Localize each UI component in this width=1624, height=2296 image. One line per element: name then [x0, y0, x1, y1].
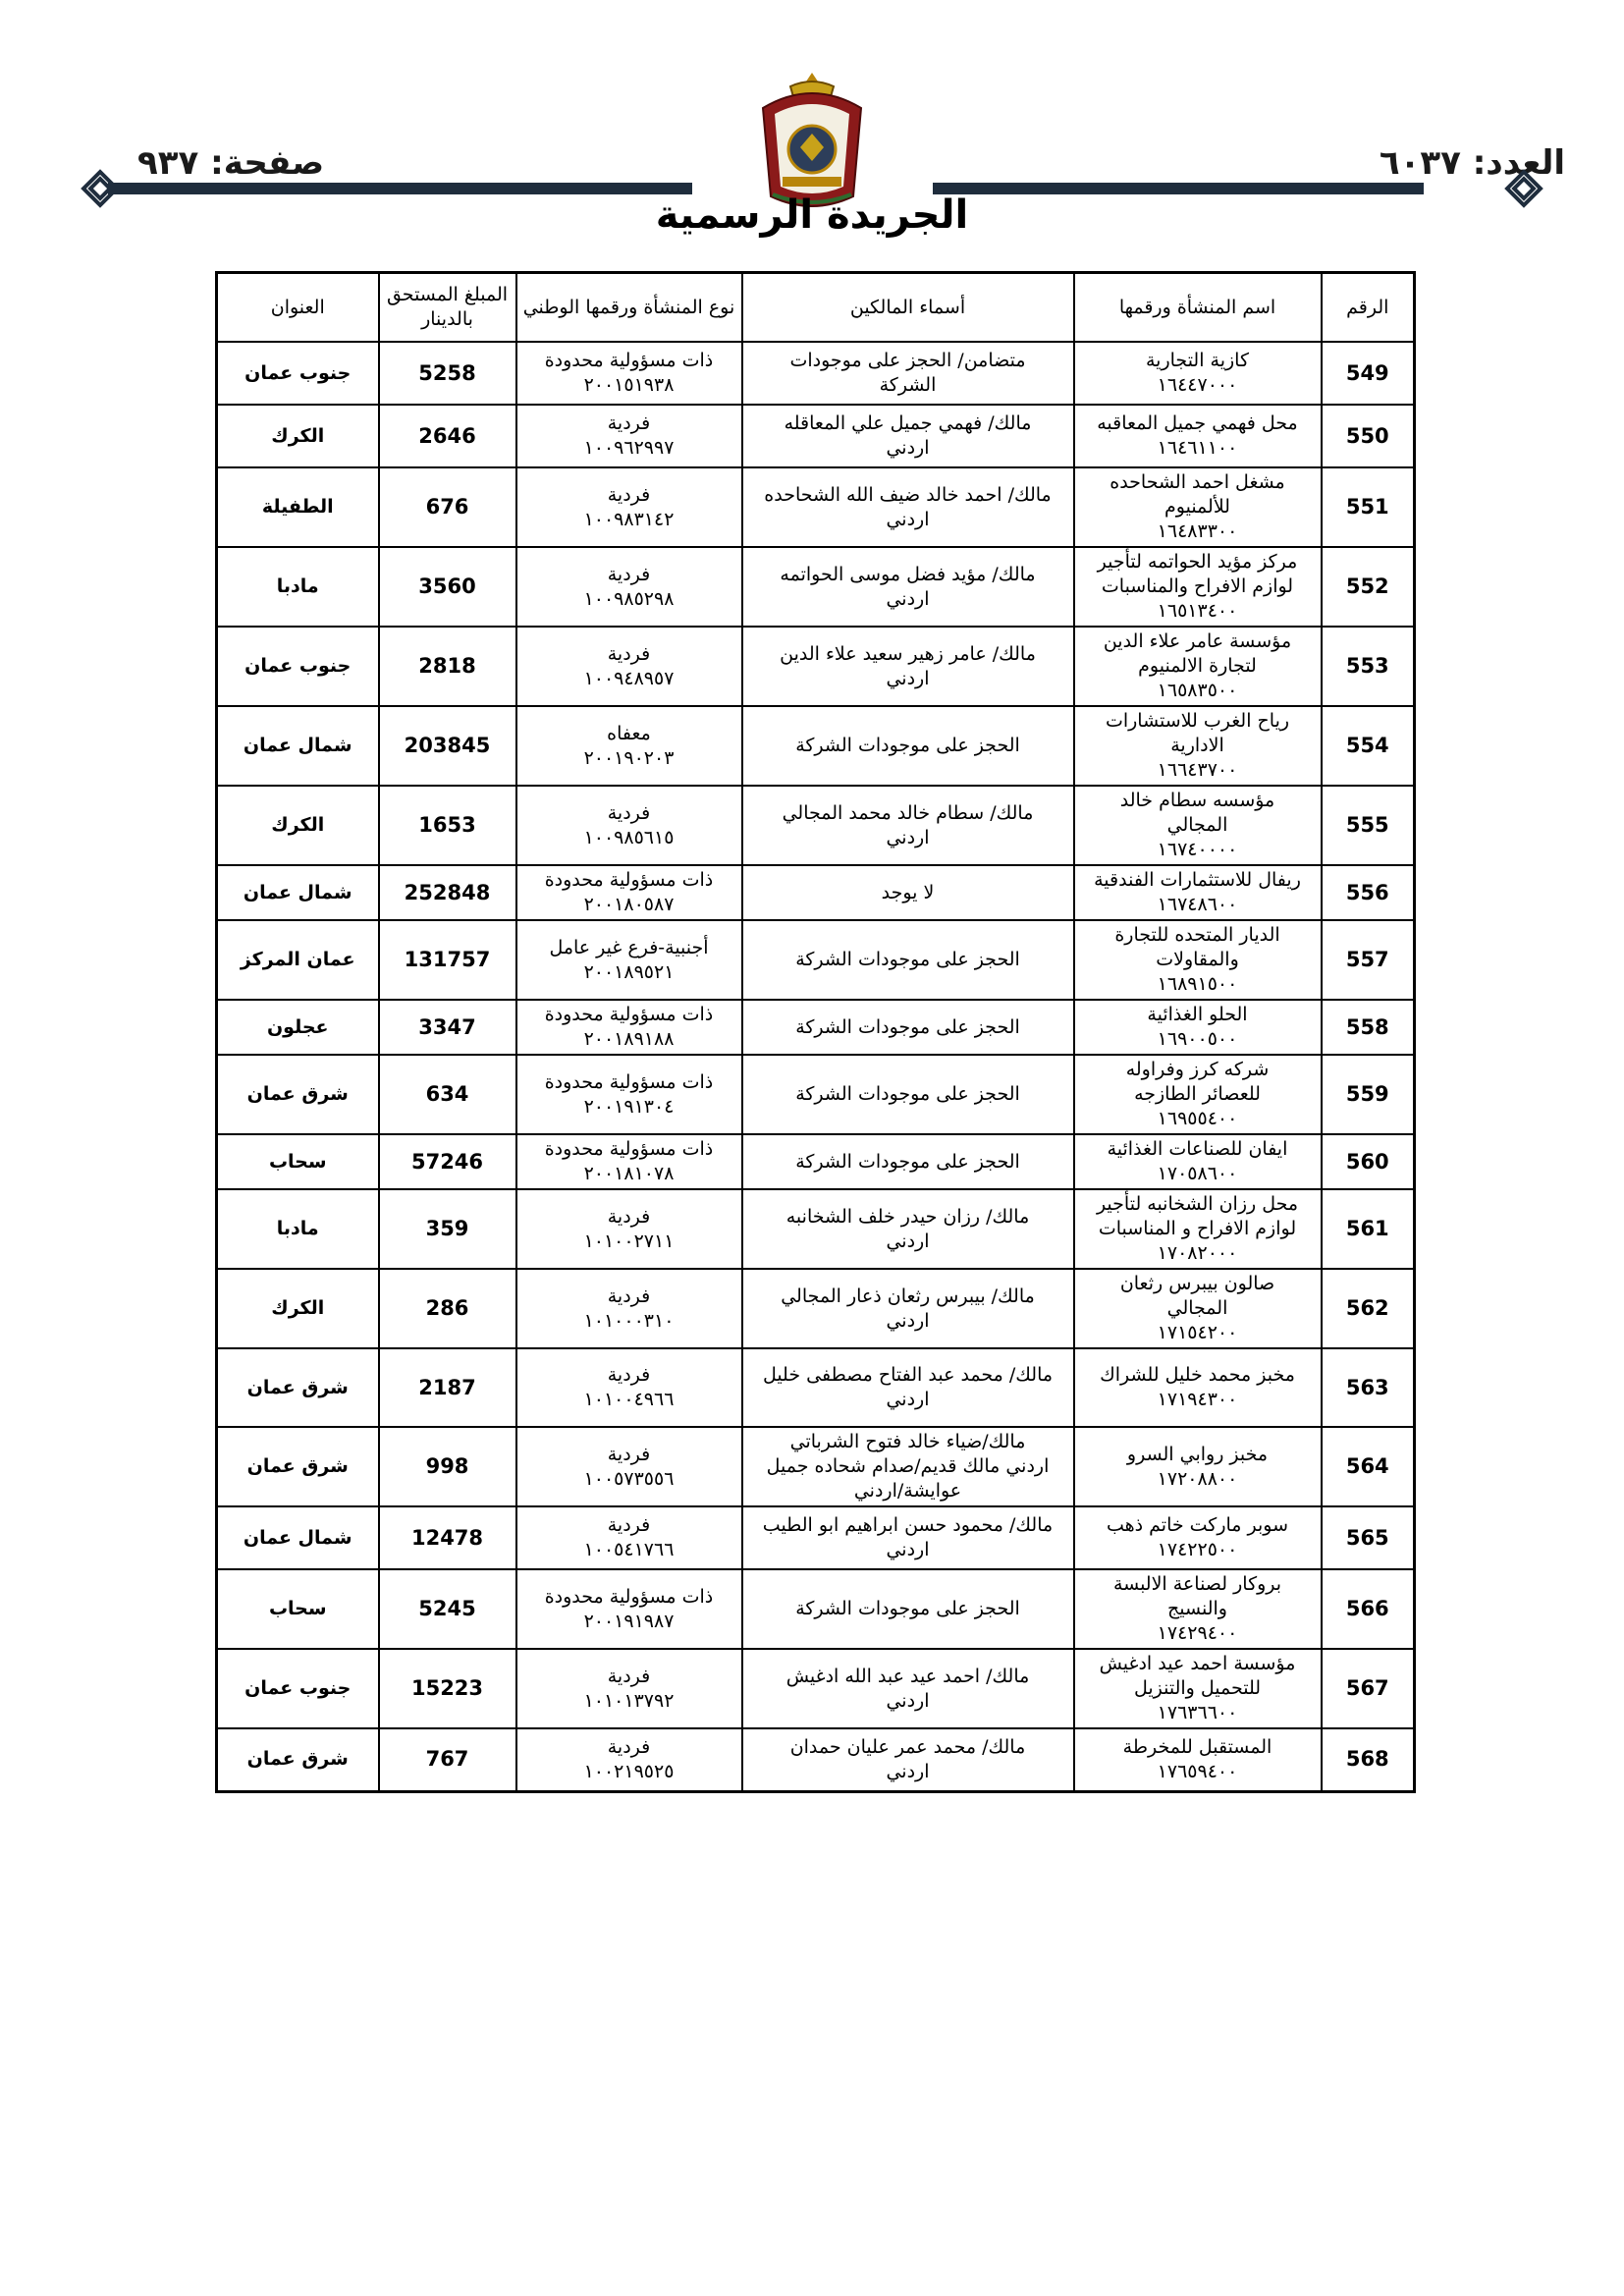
owners-cell-line: اردني مالك قديم/صدام شحاده جميل [766, 1455, 1050, 1477]
owners-cell-line: اردني [886, 1389, 930, 1410]
owners-cell-line: اردني [886, 1309, 930, 1332]
establishment-cell-line: ١٧٦٥٩٤٠٠ [1157, 1760, 1238, 1782]
row-number: 559 [1322, 1055, 1415, 1134]
type-cell-line: ذات مسؤولية محدودة [544, 1004, 714, 1025]
type-cell [516, 1427, 742, 1506]
address-cell: سحاب [217, 1134, 379, 1189]
address-cell: مادبا [217, 1189, 379, 1269]
establishment-cell-line: محل فهمي جميل المعاقبه [1097, 412, 1298, 434]
type-cell [516, 1189, 742, 1269]
owners-cell-line: اردني [886, 1230, 930, 1252]
address-cell: الكرك [217, 405, 379, 467]
owners-cell-line: مالك/ محمد عمر عليان حمدان [789, 1735, 1026, 1758]
row-number: 568 [1322, 1728, 1415, 1791]
address-cell: شرق عمان [217, 1728, 379, 1791]
amount-cell: 767 [379, 1728, 516, 1791]
establishment-cell [1074, 1134, 1322, 1189]
owners-cell-line: مالك/ضياء خالد فتوح الشرباتي [789, 1431, 1026, 1452]
address-cell: شرق عمان [217, 1055, 379, 1134]
owners-cell-line: مالك/ محمود حسن ابراهيم ابو الطيب [762, 1514, 1054, 1536]
establishment-cell-line: لتجارة الالمنيوم [1138, 655, 1257, 677]
establishment-cell-line: للعصائر الطازجه [1134, 1083, 1261, 1105]
establishment-cell-line: المجالي [1166, 814, 1228, 836]
establishment-cell-line: لوازم الافراح و المناسبات [1098, 1218, 1297, 1239]
establishment-cell [1074, 1055, 1322, 1134]
amount-cell: 3347 [379, 1000, 516, 1055]
amount-cell: 676 [379, 467, 516, 547]
address-cell: شمال عمان [217, 1506, 379, 1569]
establishment-cell-line: مؤسسة احمد عيد ادغيش [1099, 1653, 1296, 1674]
address-cell: شرق عمان [217, 1348, 379, 1427]
establishment-cell-line: مؤسسة عامر علاء الدين [1103, 630, 1292, 652]
establishment-cell-line: مشغل احمد الشحاحده [1110, 471, 1285, 493]
address-cell: الطفيلة [217, 467, 379, 547]
establishment-cell [1074, 1649, 1322, 1728]
establishment-cell-line: ١٧٠٥٨٦٠٠ [1157, 1163, 1238, 1184]
address-cell: عجلون [217, 1000, 379, 1055]
establishment-cell-line: المستقبل للمخرطة [1122, 1735, 1272, 1758]
type-cell-line: فردية [607, 1205, 651, 1228]
address-cell: جنوب عمان [217, 1649, 379, 1728]
type-cell [516, 1569, 742, 1649]
type-cell-line: ٢٠٠١٩٠٢٠٣ [583, 746, 675, 769]
amount-cell: 2818 [379, 627, 516, 706]
establishment-cell-line: والنسيج [1167, 1598, 1227, 1619]
address-cell: الكرك [217, 786, 379, 865]
owners-cell-line: مالك/ احمد عيد عبد الله ادغيش [785, 1665, 1030, 1687]
amount-cell: 634 [379, 1055, 516, 1134]
establishment-cell-line: لوازم الافراح والمناسبات [1101, 575, 1294, 597]
table-row [217, 1569, 1415, 1649]
type-cell [516, 627, 742, 706]
type-cell [516, 405, 742, 467]
owners-cell-line: الحجز على موجودات الشركة [795, 1150, 1020, 1173]
owners-cell [742, 1134, 1074, 1189]
row-number: 555 [1322, 786, 1415, 865]
amount-cell: 5245 [379, 1569, 516, 1649]
table-row [217, 627, 1415, 706]
type-cell-line: ذات مسؤولية محدودة [544, 1585, 714, 1608]
table-row [217, 1506, 1415, 1569]
row-number: 567 [1322, 1649, 1415, 1728]
amount-cell: 3560 [379, 547, 516, 627]
establishment-cell-line: للتحميل والتنزيل [1133, 1677, 1262, 1699]
owners-cell-line: الحجز على موجودات الشركة [795, 1598, 1020, 1619]
table-row [217, 1000, 1415, 1055]
establishment-cell [1074, 405, 1322, 467]
type-cell-line: فردية [607, 1285, 651, 1307]
owners-cell [742, 1189, 1074, 1269]
establishment-cell-line: مركز مؤيد الحواتمه لتأجير [1097, 551, 1298, 573]
establishment-cell-line: مخبز محمد خليل للشراك [1100, 1364, 1295, 1386]
owners-cell-line: الحجز على موجودات الشركة [795, 1083, 1020, 1105]
table-row [217, 1348, 1415, 1427]
owners-cell [742, 1055, 1074, 1134]
owners-cell-line: الشركة [879, 374, 937, 396]
amount-cell: 131757 [379, 920, 516, 1000]
type-cell [516, 1649, 742, 1728]
owners-cell [742, 786, 1074, 865]
establishment-cell-line: ريفال للاستثمارات الفندقية [1094, 869, 1301, 891]
type-cell [516, 1269, 742, 1348]
establishment-cell-line: ١٧١٩٤٣٠٠ [1157, 1389, 1238, 1410]
type-cell-line: فردية [607, 1443, 651, 1465]
owners-cell-line: الحجز على موجودات الشركة [795, 1015, 1020, 1038]
table-row [217, 1055, 1415, 1134]
type-cell-line: ذات مسؤولية محدودة [544, 350, 714, 371]
row-number: 557 [1322, 920, 1415, 1000]
gazette-title: الجريدة الرسمية [655, 192, 969, 238]
row-number: 560 [1322, 1134, 1415, 1189]
establishment-cell-line: ١٧٢٠٨٨٠٠ [1157, 1467, 1238, 1490]
type-cell-line: فردية [607, 412, 651, 434]
establishment-cell [1074, 1348, 1322, 1427]
page-header [0, 0, 1624, 265]
type-cell [516, 865, 742, 920]
table-row [217, 1427, 1415, 1506]
type-cell [516, 920, 742, 1000]
address-cell: شرق عمان [217, 1427, 379, 1506]
owners-cell [742, 1348, 1074, 1427]
owners-cell [742, 865, 1074, 920]
owners-cell [742, 547, 1074, 627]
establishment-cell-line: ١٧٦٣٦٦٠٠ [1157, 1702, 1238, 1723]
type-cell-line: فردية [607, 1514, 651, 1536]
establishment-cell-line: ١٦٩٠٠٥٠٠ [1157, 1028, 1238, 1050]
type-cell [516, 1000, 742, 1055]
establishment-cell-line: ١٦٧٤٨٦٠٠ [1157, 894, 1238, 915]
establishment-cell [1074, 1427, 1322, 1506]
table-row [217, 467, 1415, 547]
establishment-cell-line: مؤسسه سطام خالد [1119, 790, 1275, 811]
owners-cell [742, 1427, 1074, 1506]
owners-cell-line: متضامن/ الحجز على موجودات [789, 350, 1026, 371]
row-number: 563 [1322, 1348, 1415, 1427]
address-cell: عمان المركز [217, 920, 379, 1000]
table-row [217, 786, 1415, 865]
owners-cell [742, 1269, 1074, 1348]
table-body [217, 342, 1415, 1791]
col-header-address: العنوان [217, 273, 379, 343]
type-cell [516, 1728, 742, 1791]
establishment-cell-line: الديار المتحده للتجارة [1114, 924, 1280, 946]
type-cell-line: فردية [607, 1364, 651, 1386]
type-cell-line: ١٠٠٩٤٨٩٥٧ [583, 667, 675, 689]
type-cell-line: أجنبية-فرع غير عامل [549, 936, 709, 958]
owners-cell [742, 1649, 1074, 1728]
owners-cell-line: اردني [886, 826, 930, 848]
issue-number: العدد: ٦٠٣٧ [1379, 143, 1565, 183]
col-header-establishment: اسم المنشأة ورقمها [1074, 273, 1322, 343]
amount-cell: 286 [379, 1269, 516, 1348]
owners-cell [742, 706, 1074, 786]
row-number: 554 [1322, 706, 1415, 786]
establishment-cell [1074, 467, 1322, 547]
owners-cell-line: مالك/ فهمي جميل علي المعاقله [784, 412, 1032, 434]
establishment-cell-line: شركه كرز وفراوله [1125, 1059, 1270, 1080]
establishment-cell-line: بروكار لصناعة الالبسة [1112, 1573, 1282, 1595]
table-header-row [217, 273, 1415, 343]
owners-cell-line: مالك/ سطام خالد محمد المجالي [782, 801, 1034, 824]
amount-cell: 12478 [379, 1506, 516, 1569]
establishment-cell-line: للألمنيوم [1164, 496, 1230, 518]
type-cell-line: ١٠٠٩٨٥٢٩٨ [583, 587, 675, 610]
establishment-cell-line: كازية التجارية [1145, 350, 1250, 371]
type-cell [516, 547, 742, 627]
row-number: 564 [1322, 1427, 1415, 1506]
type-cell-line: معفاه [607, 722, 651, 744]
establishment-cell [1074, 547, 1322, 627]
type-cell-line: ٢٠٠١٨٩٥٢١ [583, 960, 675, 983]
table-row [217, 547, 1415, 627]
type-cell [516, 706, 742, 786]
establishment-cell-line: الادارية [1170, 735, 1224, 756]
establishment-cell-line: سوبر ماركت خاتم ذهب [1106, 1514, 1289, 1536]
establishment-cell-line: ١٦٧٤٠٠٠٠ [1157, 839, 1238, 860]
establishment-cell [1074, 920, 1322, 1000]
type-cell-line: ٢٠٠١٨١٠٧٨ [583, 1163, 675, 1184]
owners-cell-line: لا يوجد [881, 881, 935, 903]
col-header-number: الرقم [1322, 273, 1415, 343]
owners-cell-line: اردني [886, 1689, 930, 1712]
amount-cell: 5258 [379, 342, 516, 405]
type-cell-line: فردية [607, 801, 651, 824]
type-cell-line: ١٠٠٥٤١٧٦٦ [583, 1539, 675, 1560]
owners-cell-line: اردني [886, 508, 930, 530]
establishment-cell-line: ١٧٠٨٢٠٠٠ [1157, 1242, 1238, 1264]
type-cell [516, 1348, 742, 1427]
address-cell: سحاب [217, 1569, 379, 1649]
address-cell: الكرك [217, 1269, 379, 1348]
owners-cell-line: مالك/ احمد خالد ضيف الله الشحاحده [764, 483, 1052, 506]
establishment-cell-line: ١٦٨٩١٥٠٠ [1157, 973, 1238, 995]
row-number: 553 [1322, 627, 1415, 706]
col-header-owners: أسماء المالكين [742, 273, 1074, 343]
establishment-cell-line: والمقاولات [1156, 949, 1239, 970]
establishment-cell [1074, 1569, 1322, 1649]
establishment-cell-line: المجالي [1166, 1297, 1228, 1319]
owners-cell-line: اردني [886, 1539, 930, 1560]
type-cell-line: ٢٠٠١٥١٩٣٨ [583, 374, 675, 396]
table-row [217, 1728, 1415, 1791]
table-row [217, 706, 1415, 786]
owners-cell [742, 627, 1074, 706]
type-cell-line: ٢٠٠١٨٩١٨٨ [583, 1028, 675, 1050]
owners-cell-line: مالك/ بيبرس رثعان ذعار المجالي [781, 1285, 1035, 1307]
type-cell-line: ذات مسؤولية محدودة [544, 1070, 714, 1093]
establishment-cell [1074, 865, 1322, 920]
type-cell [516, 342, 742, 405]
type-cell-line: فردية [607, 1665, 651, 1687]
address-cell: جنوب عمان [217, 342, 379, 405]
establishment-cell [1074, 786, 1322, 865]
type-cell [516, 786, 742, 865]
owners-cell-line: مالك/ رزان حيدر خلف الشخانبه [785, 1205, 1030, 1228]
gazette-table [215, 271, 1416, 1793]
amount-cell: 2187 [379, 1348, 516, 1427]
type-cell-line: ١٠٠٩٨٣١٤٢ [583, 508, 675, 530]
type-cell-line: ١٠٠٩٨٥٦١٥ [583, 826, 675, 848]
row-number: 558 [1322, 1000, 1415, 1055]
establishment-cell-line: محل رزان الشخانبه لتأجير [1096, 1193, 1299, 1215]
establishment-cell-line: ايفان للصناعات الغذائية [1107, 1138, 1288, 1160]
row-number: 551 [1322, 467, 1415, 547]
type-cell-line: ١٠٠٥٧٣٥٥٦ [583, 1467, 675, 1490]
establishment-cell-line: رياح الغرب للاستشارات [1105, 710, 1290, 732]
establishment-cell [1074, 706, 1322, 786]
type-cell-line: ذات مسؤولية محدودة [544, 1138, 714, 1160]
type-cell-line: ٢٠٠١٩١٩٨٧ [583, 1610, 675, 1632]
type-cell-line: ١٠١٠١٣٧٩٢ [583, 1689, 675, 1712]
establishment-cell [1074, 627, 1322, 706]
establishment-cell-line: ١٦٥٨٣٥٠٠ [1157, 680, 1238, 701]
owners-cell-line: اردني [886, 1760, 930, 1782]
establishment-cell [1074, 342, 1322, 405]
establishment-cell-line: مخبز روابي السرو [1126, 1443, 1269, 1465]
col-header-type: نوع المنشأة ورقمها الوطني [516, 273, 742, 343]
establishment-cell-line: ١٦٤٤٧٠٠٠ [1157, 374, 1238, 396]
table-row [217, 1649, 1415, 1728]
row-number: 556 [1322, 865, 1415, 920]
table-row [217, 865, 1415, 920]
owners-cell-line: الحجز على موجودات الشركة [795, 735, 1020, 756]
establishment-cell [1074, 1728, 1322, 1791]
type-cell-line: ١٠١٠٠٤٩٦٦ [583, 1389, 675, 1410]
establishment-cell-line: ١٦٤٦١١٠٠ [1157, 437, 1238, 459]
amount-cell: 15223 [379, 1649, 516, 1728]
owners-cell [742, 1569, 1074, 1649]
amount-cell: 359 [379, 1189, 516, 1269]
row-number: 565 [1322, 1506, 1415, 1569]
establishment-cell-line: ١٦٥١٣٤٠٠ [1157, 600, 1238, 622]
amount-cell: 252848 [379, 865, 516, 920]
type-cell [516, 1134, 742, 1189]
owners-cell [742, 1000, 1074, 1055]
owners-cell [742, 405, 1074, 467]
page-number: صفحة: ٩٣٧ [137, 143, 325, 183]
establishment-cell [1074, 1000, 1322, 1055]
establishment-cell-line: ١٧١٥٤٢٠٠ [1157, 1322, 1238, 1343]
row-number: 550 [1322, 405, 1415, 467]
owners-cell-line: مالك/ مؤيد فضل موسى الحواتمه [780, 563, 1036, 585]
table-row [217, 1189, 1415, 1269]
establishment-cell [1074, 1189, 1322, 1269]
owners-cell-line: مالك/ محمد عبد الفتاح مصطفى خليل [762, 1364, 1054, 1386]
type-cell-line: فردية [607, 483, 651, 506]
establishment-cell [1074, 1269, 1322, 1348]
amount-cell: 2646 [379, 405, 516, 467]
table-row [217, 405, 1415, 467]
type-cell-line: ١٠٠٩٦٢٩٩٧ [583, 437, 675, 459]
owners-cell-line: الحجز على موجودات الشركة [795, 949, 1020, 970]
type-cell [516, 467, 742, 547]
owners-cell [742, 467, 1074, 547]
establishment-cell-line: ١٧٤٢٢٥٠٠ [1157, 1539, 1238, 1560]
type-cell-line: فردية [607, 642, 651, 665]
row-number: 561 [1322, 1189, 1415, 1269]
owners-cell-line: مالك/ عامر زهير سعيد علاء الدين [780, 642, 1036, 665]
type-cell-line: ٢٠٠١٩١٣٠٤ [583, 1095, 675, 1118]
establishment-cell [1074, 1506, 1322, 1569]
row-number: 562 [1322, 1269, 1415, 1348]
type-cell [516, 1055, 742, 1134]
establishment-cell-line: ١٧٤٢٩٤٠٠ [1157, 1622, 1238, 1644]
type-cell-line: ١٠١٠٠٠٣١٠ [583, 1309, 675, 1332]
owners-cell [742, 1728, 1074, 1791]
owners-cell [742, 920, 1074, 1000]
establishment-cell-line: ١٦٤٨٣٣٠٠ [1157, 520, 1238, 542]
row-number: 566 [1322, 1569, 1415, 1649]
owners-cell-line: اردني [886, 667, 930, 689]
address-cell: شمال عمان [217, 865, 379, 920]
table-row [217, 1269, 1415, 1348]
establishment-cell-line: الحلو الغذائية [1147, 1004, 1248, 1025]
table-row [217, 1134, 1415, 1189]
establishment-cell-line: ١٦٦٤٣٧٠٠ [1157, 759, 1238, 781]
owners-cell-line: اردني [886, 587, 930, 610]
type-cell-line: فردية [607, 1735, 651, 1758]
owners-cell-line: عوايشة/اردني [853, 1480, 962, 1502]
table-row [217, 920, 1415, 1000]
address-cell: مادبا [217, 547, 379, 627]
amount-cell: 998 [379, 1427, 516, 1506]
amount-cell: 203845 [379, 706, 516, 786]
owners-cell [742, 1506, 1074, 1569]
type-cell-line: ذات مسؤولية محدودة [544, 869, 714, 891]
address-cell: جنوب عمان [217, 627, 379, 706]
amount-cell: 1653 [379, 786, 516, 865]
gazette-table-container [218, 271, 1416, 1793]
type-cell-line: ٢٠٠١٨٠٥٨٧ [583, 894, 675, 915]
owners-cell [742, 342, 1074, 405]
establishment-cell-line: ١٦٩٥٥٤٠٠ [1157, 1108, 1238, 1129]
row-number: 549 [1322, 342, 1415, 405]
establishment-cell-line: صالون بيبرس رثعان [1119, 1273, 1275, 1294]
type-cell-line: ١٠٠٢١٩٥٢٥ [583, 1760, 675, 1782]
type-cell-line: ١٠١٠٠٢٧١١ [583, 1230, 675, 1252]
type-cell [516, 1506, 742, 1569]
table-row [217, 342, 1415, 405]
amount-cell: 57246 [379, 1134, 516, 1189]
type-cell-line: فردية [607, 563, 651, 585]
col-header-amount: المبلغ المستحق بالدينار [379, 273, 516, 343]
address-cell: شمال عمان [217, 706, 379, 786]
row-number: 552 [1322, 547, 1415, 627]
owners-cell-line: اردني [886, 437, 930, 459]
